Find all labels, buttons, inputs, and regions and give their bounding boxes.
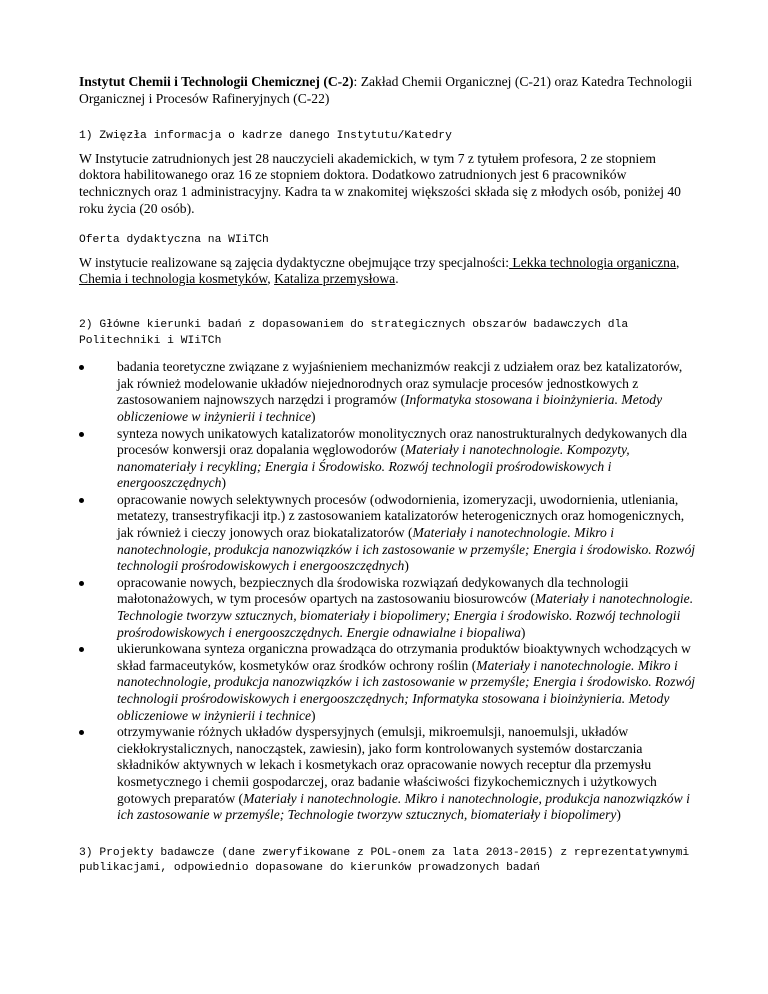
list-item — [117, 426, 699, 492]
item-areas: Materiały i nanotechnologie. Kompozyty, nanomateriały i recykling; Energia i Środowisko. Rozwój technologii prośrodowiskowych i energooszczędnych — [117, 442, 630, 491]
separator: , — [676, 254, 680, 270]
item-text: otrzymywanie różnych układów dyspersyjnych (emulsji, mikroemulsji, nanoemulsji, układów ciekłokrystalicznych, nanocząstek, zawiesin), jako form kontrolowanych systemów dostarczania składników aktywnych w lekach i kosmetykach oraz opracowanie nowych receptur dla przemysłu kosmetycznego i chemii gospodarczej, oraz badanie właściwości fizykochemicznych i użytkowych gotowych preparatów ( — [117, 724, 657, 806]
specialty-link-1: Lekka technologia organiczna — [509, 254, 676, 270]
item-areas: Materiały i nanotechnologie. Mikro i nanotechnologie, produkcja nanozwiązków i ich zastosowanie w przemyśle; Energia i środowisko. Rozwój technologii prośrodowiskowych i energooszczędnych — [117, 525, 696, 574]
item-close: ) — [616, 807, 621, 823]
period: . — [395, 271, 399, 287]
section-2-heading: 2) Główne kierunki badań z dopasowaniem do strategicznych obszarów badawczych dla Politechniki i WIiTCh — [79, 318, 629, 347]
institute-name: Instytut Chemii i Technologii Chemicznej (C-2) — [79, 74, 354, 89]
list-item — [117, 724, 699, 824]
item-close: ) — [311, 707, 316, 723]
offer-paragraph — [79, 255, 699, 288]
item-areas: Materiały i nanotechnologie. Technologie tworzyw sztucznych, biomateriały i biopolimery; Energia i środowisko. Rozwój technologii prośrodowiskowych i energooszczędnych. Energie odnawialne i biopaliwa — [117, 591, 694, 640]
document-content — [79, 74, 699, 877]
specialty-link-3: Kataliza przemysłowa — [274, 271, 396, 287]
research-directions-list — [79, 359, 699, 824]
specialty-link-2: Chemia i technologia kosmetyków — [79, 271, 268, 287]
item-close: ) — [520, 624, 526, 640]
section-1-heading: 1) Zwięzła informacja o kadrze danego Instytutu/Katedry — [79, 130, 452, 143]
item-close: ) — [404, 558, 409, 574]
list-item — [117, 641, 699, 724]
item-text: badania teoretyczne związane z wyjaśnieniem mechanizmów reakcji z udziałem oraz bez katalizatorów, jak również modelowanie układów niejednorodnych oraz symulacje procesów jednostkowych z zastosowaniem najnowszych narzędzi i programów ( — [117, 359, 683, 408]
item-close: ) — [221, 475, 226, 491]
item-text: opracowanie nowych, bezpiecznych dla środowiska rozwiązań dedykowanych dla technologii małotonażowych, w tym procesów opartych na zastosowaniu biosurowców ( — [117, 574, 629, 607]
list-item — [117, 359, 699, 425]
item-close: ) — [311, 408, 316, 424]
offer-intro: W instytucie realizowane są zajęcia dydaktyczne obejmujące trzy specjalności: — [79, 254, 510, 270]
item-areas: Materiały i nanotechnologie. Mikro i nanotechnologie, produkcja nanozwiązków i ich zastosowanie w przemyśle; Energia i środowisko. Rozwój technologii prośrodowiskowych i energooszczędnych; Informatyka stosowana i bioinżynieria. Metody obliczeniowe w inżynierii i technice — [117, 657, 696, 723]
list-item — [117, 492, 699, 575]
list-item — [117, 575, 699, 641]
offer-heading: Oferta dydaktyczna na WIiTCh — [79, 234, 269, 247]
item-areas: Materiały i nanotechnologie. Mikro i nanotechnologie, produkcja nanozwiązków i ich zastosowanie w przemyśle; Technologie tworzyw sztucznych, biomateriały i biopolimery — [117, 790, 690, 823]
section-3-heading: 3) Projekty badawcze (dane zweryfikowane z POL-onem za lata 2013-2015) z reprezentatywnymi publikacjami, odpowiednio dopasowane do kierunków prowadzonych badań — [79, 846, 690, 875]
item-text: synteza nowych unikatowych katalizatorów monolitycznych oraz nanostrukturalnych dedykowanych dla procesów konwersji oraz dopalania węglowodorów ( — [117, 425, 688, 458]
institute-header — [79, 74, 699, 107]
separator: , — [267, 271, 275, 287]
institute-departments: : Zakład Chemii Organicznej (C-21) oraz Katedra Technologii Organicznej i Procesów Rafineryjnych (C-22) — [79, 74, 693, 106]
item-text: ukierunkowana synteza organiczna prowadząca do otrzymania produktów bioaktywnych wchodzących w skład farmaceutyków, kosmetyków oraz środków ochrony roślin ( — [117, 641, 691, 673]
staff-info-paragraph: W Instytucie zatrudnionych jest 28 nauczycieli akademickich, w tym 7 z tytułem profesora, 2 ze stopniem doktora habilitowanego oraz 16 ze stopniem doktora. Dodatkowo zatrudnionych jest 6 pracowników technicznych oraz 1 administracyjny. Kadra ta w znakomitej większości składa się z młodych osób, poniżej 40 roku życia (20 osób). — [79, 150, 681, 216]
item-text: opracowanie nowych selektywnych procesów (odwodornienia, izomeryzacji, uwodornienia, utleniania, metatezy, transestryfikacji itp.) z zastosowaniem katalizatorów heterogenicznych oraz homogenicznych, jak również i cieczy jonowych oraz biokatalizatorów ( — [117, 491, 685, 541]
item-areas: Informatyka stosowana i bioinżynieria. Metody obliczeniowe w inżynierii i technice — [117, 392, 663, 424]
